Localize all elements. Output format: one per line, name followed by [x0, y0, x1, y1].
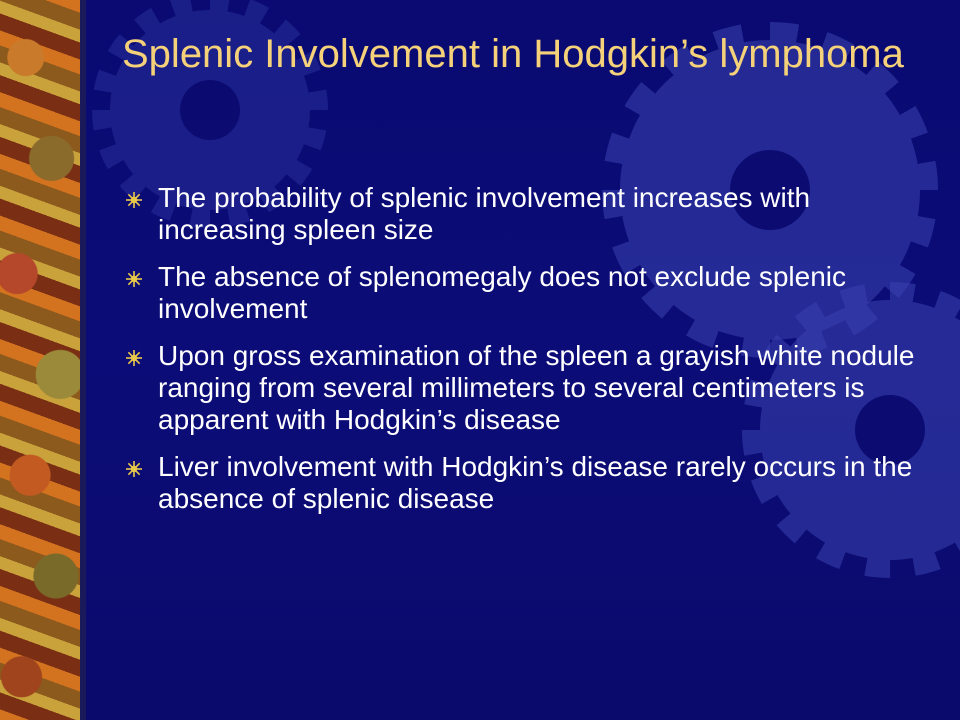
- bullet-list: [122, 182, 922, 530]
- bullet-text: Liver involvement with Hodgkin’s disease rarely occurs in the absence of splenic disease: [158, 451, 913, 514]
- decorative-texture-strip: [0, 0, 86, 720]
- bullet-text: The absence of splenomegaly does not exclude splenic involvement: [158, 261, 846, 324]
- bullet-item: [122, 340, 922, 436]
- sunburst-bullet-icon: [126, 461, 142, 477]
- sunburst-bullet-icon: [126, 350, 142, 366]
- sunburst-bullet-icon: [126, 192, 142, 208]
- bullet-text: Upon gross examination of the spleen a grayish white nodule ranging from several millimeters to several centimeters is apparent with Hodgkin’s disease: [158, 340, 915, 435]
- bullet-text: The probability of splenic involvement increases with increasing spleen size: [158, 182, 811, 245]
- slide-title: Splenic Involvement in Hodgkin’s lymphoma: [122, 32, 904, 76]
- bullet-item: [122, 182, 922, 246]
- bullet-item: [122, 261, 922, 325]
- sunburst-bullet-icon: [126, 271, 142, 287]
- bullet-item: [122, 451, 922, 515]
